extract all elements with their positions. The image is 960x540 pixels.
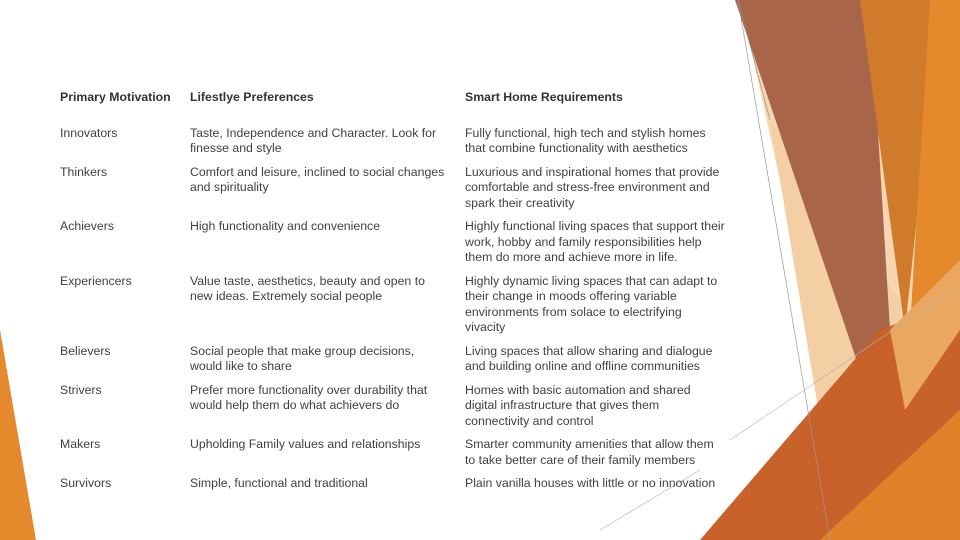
table-row xyxy=(52,344,733,383)
table-cell: Upholding Family values and relationships xyxy=(190,437,421,451)
table-cell: Survivors xyxy=(60,476,112,490)
table-cell: Strivers xyxy=(60,382,102,397)
table-cell: High functionality and convenience xyxy=(190,219,381,233)
table-cell: Value taste, aesthetics, beauty and open to new ideas. Extremely social people xyxy=(190,273,425,303)
column-header: Smart Home Requirements xyxy=(465,90,623,104)
table-cell: Living spaces that allow sharing and dialogue and building online and offline communities xyxy=(465,343,713,373)
table-cell: Smarter community amenities that allow them to take better care of their family members xyxy=(465,437,714,467)
column-header: Lifestlye Preferences xyxy=(190,90,314,104)
table-cell: Innovators xyxy=(60,125,118,140)
table-cell: Experiencers xyxy=(60,273,132,288)
table-cell: Comfort and leisure, inclined to social changes and spirituality xyxy=(190,164,445,194)
table-row xyxy=(52,437,733,476)
table-row xyxy=(52,219,733,274)
table-cell: Taste, Independence and Character. Look for finesse and style xyxy=(190,125,437,155)
table-cell: Fully functional, high tech and stylish homes that combine functionality with aesthetics xyxy=(465,125,706,155)
segmentation-table xyxy=(52,84,733,500)
table-cell: Homes with basic automation and shared digital infrastructure that gives them connectivity and control xyxy=(465,382,691,428)
table-cell: Achievers xyxy=(60,219,114,233)
table-cell: Simple, functional and traditional xyxy=(190,476,368,490)
table-row xyxy=(52,274,733,344)
table-header-row xyxy=(52,84,733,126)
table-cell: Believers xyxy=(60,343,111,358)
column-header: Primary Motivation xyxy=(60,90,171,104)
table-row xyxy=(52,383,733,438)
table-cell: Highly functional living spaces that support their work, hobby and family responsibilities help them do more and achieve more in life. xyxy=(465,219,725,264)
table-row xyxy=(52,476,733,500)
left-edge-facet xyxy=(0,330,36,540)
table-cell: Social people that make group decisions, would like to share xyxy=(190,343,415,373)
table-cell: Plain vanilla houses with little or no innovation xyxy=(465,476,716,490)
table-cell: Luxurious and inspirational homes that provide comfortable and stress-free environment and spark their creativity xyxy=(465,164,720,210)
table-row xyxy=(52,126,733,165)
table-cell: Makers xyxy=(60,437,101,451)
table-cell: Thinkers xyxy=(60,164,108,179)
table-cell: Prefer more functionality over durability that would help them do what achievers do xyxy=(190,382,428,412)
table-cell: Highly dynamic living spaces that can adapt to their change in moods offering variable environments from solace to electrifying vivacity xyxy=(465,273,718,334)
table-row xyxy=(52,165,733,220)
